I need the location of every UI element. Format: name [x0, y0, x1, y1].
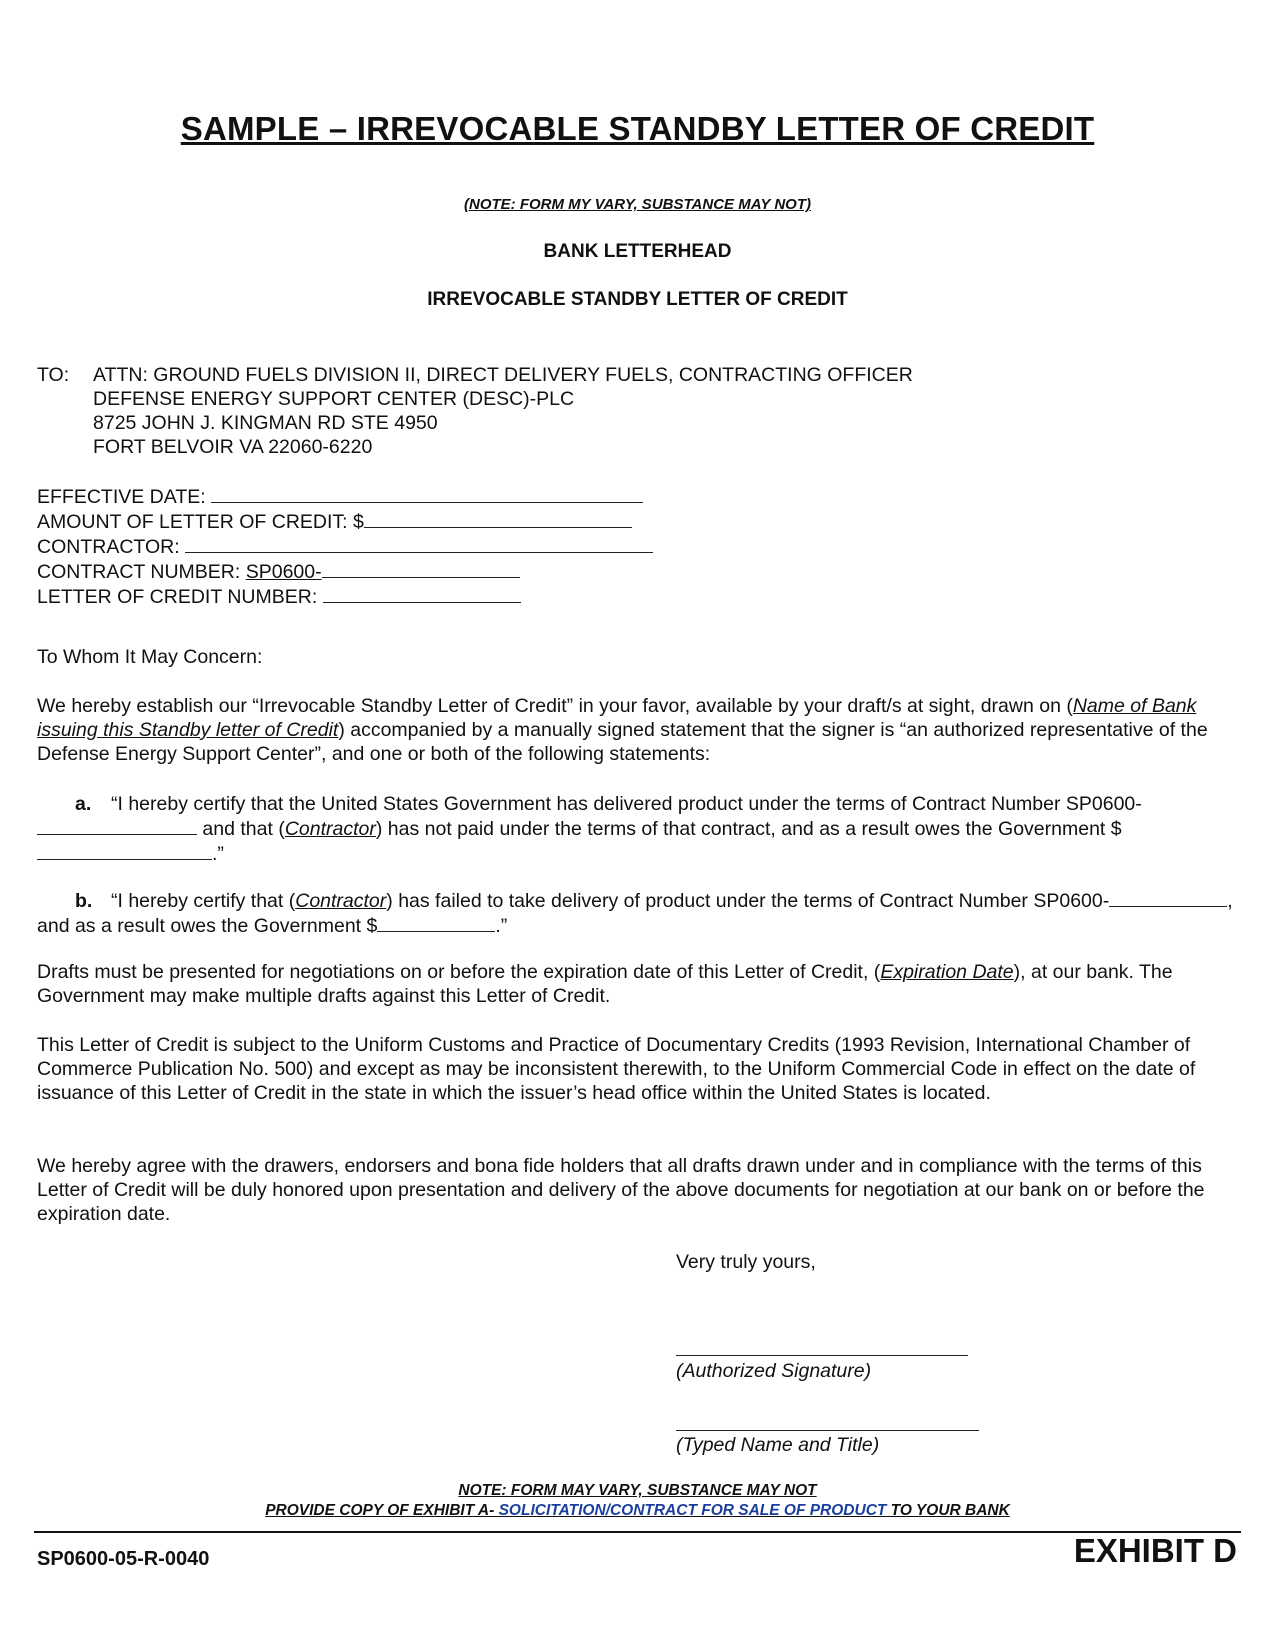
contract-number-label: CONTRACT NUMBER: — [37, 561, 241, 583]
amount-blank[interactable] — [364, 509, 632, 528]
loc-number-blank[interactable] — [323, 584, 521, 603]
letter-subtitle: IRREVOCABLE STANDBY LETTER OF CREDIT — [427, 289, 848, 310]
salutation: To Whom It May Concern: — [37, 646, 263, 668]
form-note-bottom: NOTE: FORM MAY VARY, SUBSTANCE MAY NOT — [458, 1482, 817, 1499]
statement-b-text: , and as a result owes the Government $ — [37, 890, 1233, 937]
contract-number-blank[interactable] — [322, 559, 520, 578]
statement-b — [37, 888, 1237, 938]
statement-a-text: “I hereby certify that the United States Government has delivered product under the terms of Contract Number SP0600- — [111, 793, 1142, 815]
footer-divider — [34, 1531, 1241, 1533]
bank-letterhead: BANK LETTERHEAD — [543, 241, 732, 262]
statement-a — [37, 792, 1237, 866]
document-title: SAMPLE – IRREVOCABLE STANDBY LETTER OF CREDIT — [180, 110, 1095, 147]
statement-a-contract-blank[interactable] — [37, 816, 197, 835]
contractor-blank[interactable] — [185, 534, 653, 553]
statement-a-text: ) has not paid under the terms of that contract, and as a result owes the Government $ — [375, 818, 1122, 840]
statement-a-text: .” — [212, 843, 224, 865]
exhibit-label: EXHIBIT D — [1073, 1532, 1237, 1569]
amount-label: AMOUNT OF LETTER OF CREDIT: $ — [37, 511, 364, 533]
effective-date-blank[interactable] — [211, 484, 643, 503]
contractor-placeholder: Contractor — [295, 890, 387, 912]
statement-b-label: b. — [75, 890, 93, 912]
contractor-row — [37, 534, 653, 559]
address-line: FORT BELVOIR VA 22060-6220 — [93, 436, 373, 458]
to-label: TO: — [37, 364, 70, 386]
provide-copy-text: TO YOUR BANK — [886, 1502, 1010, 1519]
typed-name-line[interactable] — [676, 1430, 979, 1431]
typed-name-caption: (Typed Name and Title) — [676, 1434, 880, 1456]
paragraph-ucp: This Letter of Credit is subject to the Uniform Customs and Practice of Documentary Credits (1993 Revision, International Chamber of Commerce Publication No. 500) and except as may be inconsistent therewith, to the Uniform Commercial Code in effect on the date of issuance of this Letter of Credit in the state in which the issuer’s head office within the United States is located. — [37, 1034, 1196, 1104]
paragraph-establish — [37, 694, 1237, 766]
para1-text-a: We hereby establish our “Irrevocable Standby Letter of Credit” in your favor, available by your draft/s at sight, drawn on ( — [37, 695, 1073, 717]
statement-a-label: a. — [75, 793, 92, 815]
paragraph-agreement: We hereby agree with the drawers, endorsers and bona fide holders that all drafts drawn under and in compliance with the terms of this Letter of Credit will be duly honored upon presentation and delivery of the above documents for negotiation at our bank on or before the expiration date. — [37, 1155, 1205, 1225]
effective-date-label: EFFECTIVE DATE: — [37, 486, 206, 508]
para2-text-a: Drafts must be presented for negotiations on or before the expiration date of this Letter of Credit, ( — [37, 961, 881, 983]
address-line: ATTN: GROUND FUELS DIVISION II, DIRECT DELIVERY FUELS, CONTRACTING OFFICER — [93, 364, 913, 386]
statement-b-amount-blank[interactable] — [377, 913, 495, 932]
authorized-signature-caption: (Authorized Signature) — [676, 1360, 872, 1382]
statement-b-text: ) has failed to take delivery of product under the terms of Contract Number SP0600- — [386, 890, 1110, 912]
para2-text-b: ), at our bank. The Government may make multiple drafts against this Letter of Credit. — [37, 961, 1173, 1007]
statement-b-contract-blank[interactable] — [1109, 888, 1227, 907]
bank-name-placeholder: Name of Bank issuing this Standby letter of Credit — [37, 695, 1197, 741]
provide-copy-note — [0, 1502, 1275, 1520]
paragraph-drafts — [37, 960, 1237, 1008]
address-line: DEFENSE ENERGY SUPPORT CENTER (DESC)-PLC — [93, 388, 575, 410]
provide-copy-text: PROVIDE COPY OF EXHIBIT A- — [265, 1502, 499, 1519]
loc-number-label: LETTER OF CREDIT NUMBER: — [37, 586, 318, 608]
statement-a-text: and that ( — [197, 818, 285, 840]
expiration-date-placeholder: Expiration Date — [880, 961, 1014, 983]
authorized-signature-line[interactable] — [676, 1355, 968, 1356]
contract-prefix: SP0600- — [245, 561, 322, 583]
statement-b-text: “I hereby certify that ( — [111, 890, 296, 912]
effective-date-row — [37, 484, 653, 509]
loc-number-row — [37, 584, 653, 609]
address-line: 8725 JOHN J. KINGMAN RD STE 4950 — [93, 412, 438, 434]
statement-b-text: .” — [495, 915, 508, 937]
recipient-address — [37, 363, 913, 459]
form-note-top: (NOTE: FORM MY VARY, SUBSTANCE MAY NOT) — [464, 196, 811, 213]
solicitation-number: SP0600-05-R-0040 — [37, 1548, 210, 1570]
amount-row — [37, 509, 653, 534]
para1-text-b: ) accompanied by a manually signed statement that the signer is “an authorized representative of the Defense Energy Support Center”, and one or both of the following statements: — [37, 719, 1208, 765]
statement-a-amount-blank[interactable] — [37, 841, 212, 860]
contractor-placeholder: Contractor — [284, 818, 376, 840]
closing: Very truly yours, — [676, 1251, 816, 1273]
contract-number-row — [37, 559, 653, 584]
solicitation-link[interactable]: SOLICITATION/CONTRACT FOR SALE OF PRODUCT — [498, 1502, 887, 1519]
letter-fields — [37, 484, 653, 609]
contractor-label: CONTRACTOR: — [37, 536, 180, 558]
